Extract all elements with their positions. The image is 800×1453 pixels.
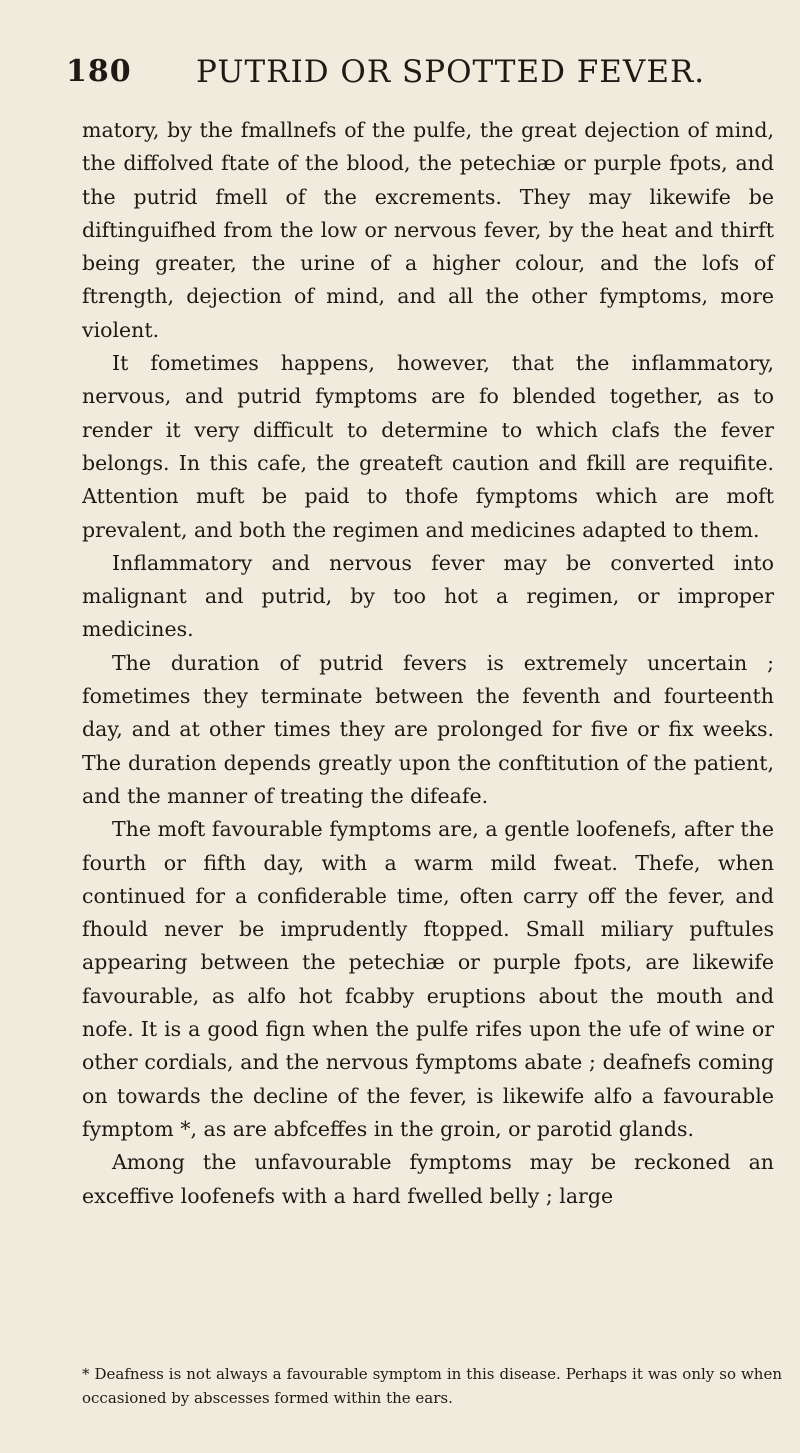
paragraph: Among the unfavourable fymptoms may be reckoned an exceffive loofenefs with a hard fwelled belly ; large (82, 1150, 774, 1208)
paragraph: It fometimes happens, however, that the inflammatory, nervous, and putrid fymptoms are fo blended together, as to render it very difficult to determine to which clafs the fever belongs. In this cafe, the greateft caution and fkill are requifite. Attention muft be paid to thofe fymptoms which are moft prevalent, and both the regimen and medicines adapted to them. (82, 351, 774, 542)
footnote: * Deafness is not always a favourable symptom in this disease. Perhaps it was only so when occasioned by abscesses formed within the ears. (82, 1365, 782, 1407)
page-header (66, 50, 740, 94)
paragraph: The duration of putrid fevers is extremely uncertain ; fometimes they terminate between the feventh and fourteenth day, and at other times they are prolonged for five or fix weeks. The duration depends greatly upon the conftitution of the patient, and the manner of treating the difeafe. (82, 650, 774, 808)
paragraph: matory, by the fmallnefs of the pulfe, the great dejection of mind, the diffolved ftate of the blood, the petechiæ or purple fpots, and the putrid fmell of the excrements. They may likewife be diftinguifhed from the low or nervous fever, by the heat and thirft being greater, the urine of a higher colour, and the lofs of ftrength, dejection of mind, and all the other fymptoms, more violent. (82, 118, 774, 342)
paragraph: Inflammatory and nervous fever may be converted into malignant and putrid, by too hot a regimen, or improper medicines. (82, 550, 774, 642)
page-number: 180 (66, 54, 132, 89)
body-text (82, 114, 774, 1213)
running-head: PUTRID OR SPOTTED FEVER. (196, 54, 706, 90)
paragraph: The moft favourable fymptoms are, a gentle loofenefs, after the fourth or fifth day, with a warm mild fweat. Thefe, when continued for a confiderable time, often carry off the fever, and fhould never be imprudently ftopped. Small miliary puftules appearing between the petechiæ or purple fpots, are likewife favourable, as alfo hot fcabby eruptions about the mouth and nofe. It is a good fign when the pulfe rifes upon the ufe of wine or other cordials, and the nervous fymptoms abate ; deafnefs coming on towards the decline of the fever, is likewife alfo a favourable fymptom *, as are abfceffes in the groin, or parotid glands. (82, 817, 774, 1141)
